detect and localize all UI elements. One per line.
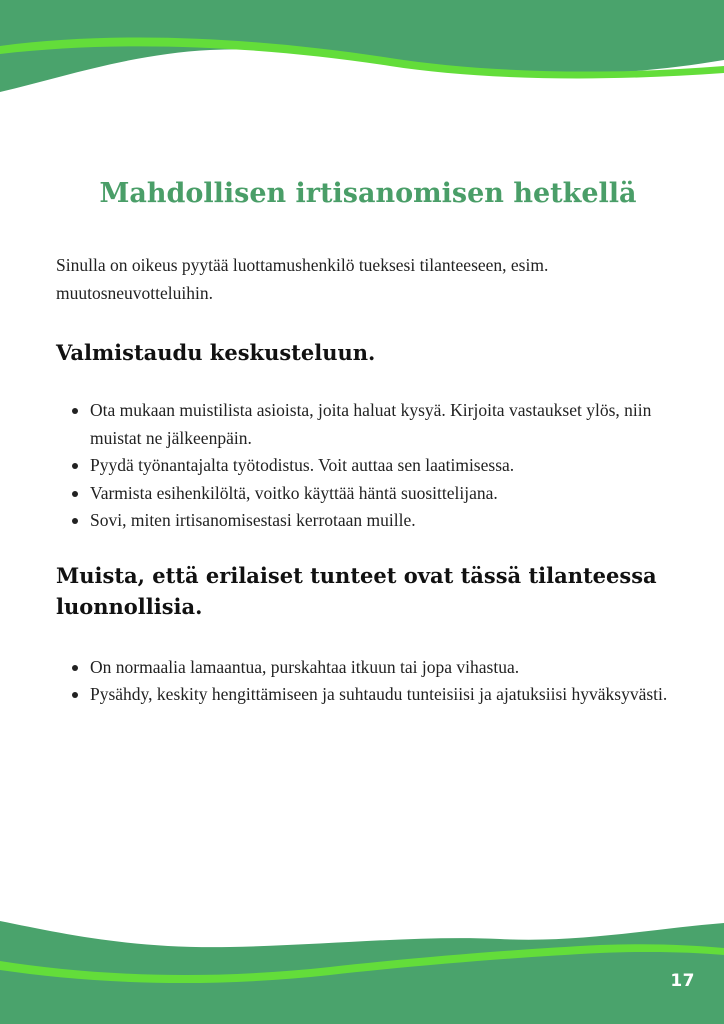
feelings-list (56, 654, 680, 709)
list-item: Sovi, miten irtisanomisestasi kerrotaan muille. (90, 507, 680, 535)
prepare-list (56, 397, 680, 535)
bottom-wave-decoration (0, 915, 724, 1024)
list-item: On normaalia lamaantua, purskahtaa itkuun tai jopa vihastua. (90, 654, 680, 682)
page-title: Mahdollisen irtisanomisen hetkellä (99, 178, 637, 209)
list-item: Varmista esihenkilöltä, voitko käyttää häntä suosittelijana. (90, 480, 680, 508)
section-heading-feelings: Muista, että erilaiset tunteet ovat tässä tilanteessa luonnollisia. (56, 562, 657, 619)
intro-paragraph: Sinulla on oikeus pyytää luottamushenkilö tueksesi tilanteeseen, esim. muutosneuvotteluihin. (56, 255, 549, 303)
top-wave-decoration (0, 0, 724, 100)
page-number: 17 (670, 971, 695, 991)
list-item: Pysähdy, keskity hengittämiseen ja suhtaudu tunteisiisi ja ajatuksiisi hyväksyvästi. (90, 681, 680, 709)
list-item: Pyydä työnantajalta työtodistus. Voit auttaa sen laatimisessa. (90, 452, 680, 480)
section-heading-prepare: Valmistaudu keskusteluun. (56, 340, 376, 365)
list-item: Ota mukaan muistilista asioista, joita haluat kysyä. Kirjoita vastaukset ylös, niin muistat ne jälkeenpäin. (90, 397, 680, 452)
